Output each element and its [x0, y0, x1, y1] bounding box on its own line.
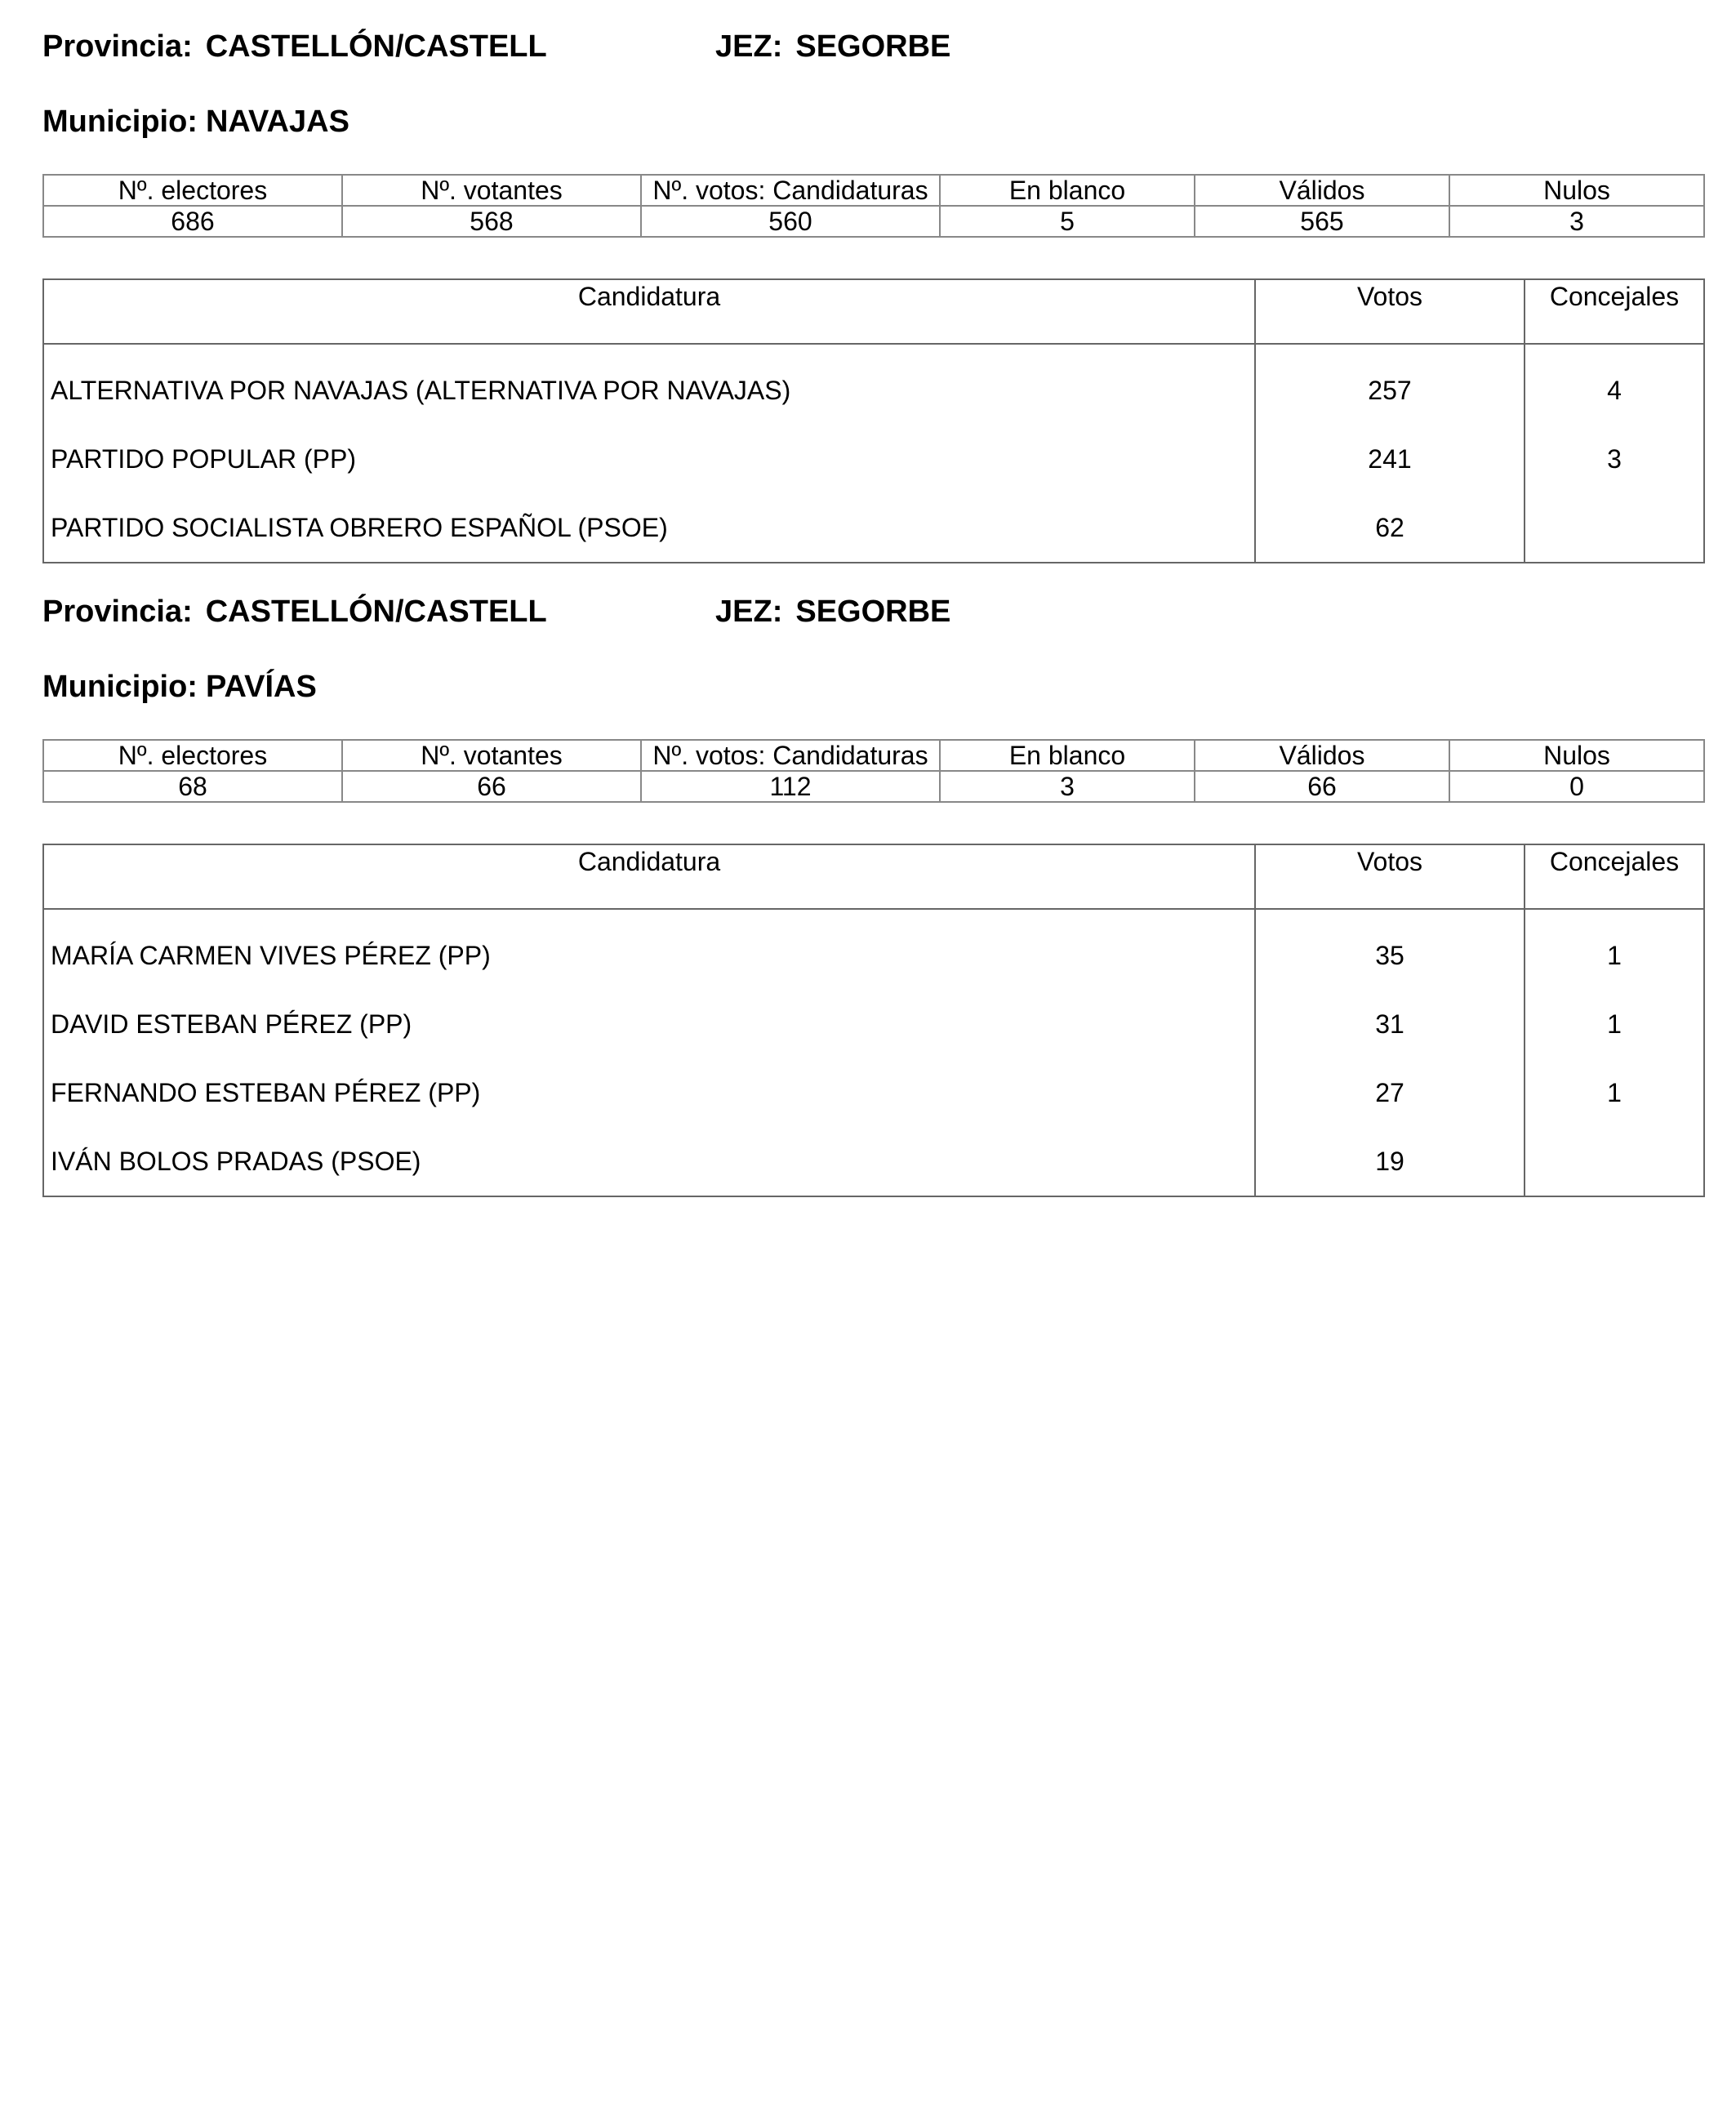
table-row: [43, 425, 1704, 493]
summary-value-row: [43, 771, 1704, 802]
table-row: [43, 1058, 1704, 1127]
concejales-cell: 4: [1525, 344, 1704, 425]
table-row: [43, 344, 1704, 425]
candidatura-cell: PARTIDO SOCIALISTA OBRERO ESPAÑOL (PSOE): [43, 493, 1255, 563]
table-row: [43, 990, 1704, 1058]
municipio-label: Municipio:: [42, 105, 198, 139]
table-row: [43, 909, 1704, 990]
summary-table: [42, 739, 1705, 803]
results-header-candidatura: Candidatura: [43, 844, 1255, 909]
table-row: [43, 1127, 1704, 1196]
summary-value: 112: [641, 771, 940, 802]
summary-header: Nº. votos: Candidaturas: [641, 175, 940, 206]
votos-cell: 31: [1255, 990, 1525, 1058]
votos-cell: 257: [1255, 344, 1525, 425]
jez-heading: [715, 28, 950, 65]
jez-label: JEZ:: [715, 595, 783, 629]
municipio-value: PAVÍAS: [205, 670, 317, 704]
summary-value: 66: [1195, 771, 1449, 802]
votos-cell: 241: [1255, 425, 1525, 493]
summary-header: Válidos: [1195, 740, 1449, 771]
summary-table: [42, 174, 1705, 238]
votos-cell: 27: [1255, 1058, 1525, 1127]
summary-header-row: [43, 175, 1704, 206]
candidatura-cell: MARÍA CARMEN VIVES PÉREZ (PP): [43, 909, 1255, 990]
municipio-heading: [42, 668, 317, 706]
jez-value: SEGORBE: [795, 595, 951, 629]
results-header-concejales: Concejales: [1525, 279, 1704, 344]
summary-value: 0: [1449, 771, 1704, 802]
summary-value: 560: [641, 206, 940, 237]
municipio-heading: [42, 103, 349, 140]
summary-header: Nº. electores: [43, 175, 342, 206]
summary-value-row: [43, 206, 1704, 237]
provincia-value: CASTELLÓN/CASTELL: [205, 29, 547, 64]
results-table: [42, 844, 1705, 1197]
provincia-label: Provincia:: [42, 595, 193, 629]
votos-cell: 62: [1255, 493, 1525, 563]
municipio-value: NAVAJAS: [205, 105, 349, 139]
jez-value: SEGORBE: [795, 29, 951, 64]
summary-value: 568: [342, 206, 641, 237]
results-header-concejales: Concejales: [1525, 844, 1704, 909]
concejales-cell: 3: [1525, 425, 1704, 493]
provincia-value: CASTELLÓN/CASTELL: [205, 595, 547, 629]
summary-value: 686: [43, 206, 342, 237]
summary-value: 5: [940, 206, 1195, 237]
jez-label: JEZ:: [715, 29, 783, 64]
votos-cell: 19: [1255, 1127, 1525, 1196]
results-header-votos: Votos: [1255, 844, 1525, 909]
summary-value: 3: [940, 771, 1195, 802]
candidatura-cell: PARTIDO POPULAR (PP): [43, 425, 1255, 493]
concejales-cell: [1525, 1127, 1704, 1196]
concejales-cell: [1525, 493, 1704, 563]
summary-header: Nº. votantes: [342, 740, 641, 771]
concejales-cell: 1: [1525, 1058, 1704, 1127]
summary-value: 68: [43, 771, 342, 802]
summary-header: Nulos: [1449, 175, 1704, 206]
results-header-votos: Votos: [1255, 279, 1525, 344]
summary-header: En blanco: [940, 740, 1195, 771]
summary-header: Nº. votos: Candidaturas: [641, 740, 940, 771]
provincia-heading: [42, 593, 565, 630]
candidatura-cell: ALTERNATIVA POR NAVAJAS (ALTERNATIVA POR NAVAJAS): [43, 344, 1255, 425]
summary-header: Nº. electores: [43, 740, 342, 771]
summary-value: 565: [1195, 206, 1449, 237]
candidatura-cell: IVÁN BOLOS PRADAS (PSOE): [43, 1127, 1255, 1196]
jez-heading: [715, 593, 950, 630]
results-header-row: [43, 844, 1704, 909]
summary-header: Válidos: [1195, 175, 1449, 206]
summary-header: En blanco: [940, 175, 1195, 206]
municipio-label: Municipio:: [42, 670, 198, 704]
results-table: [42, 278, 1705, 563]
concejales-cell: 1: [1525, 990, 1704, 1058]
table-row: [43, 493, 1704, 563]
votos-cell: 35: [1255, 909, 1525, 990]
results-header-candidatura: Candidatura: [43, 279, 1255, 344]
summary-value: 66: [342, 771, 641, 802]
concejales-cell: 1: [1525, 909, 1704, 990]
provincia-label: Provincia:: [42, 29, 193, 64]
summary-header: Nulos: [1449, 740, 1704, 771]
summary-value: 3: [1449, 206, 1704, 237]
summary-header-row: [43, 740, 1704, 771]
candidatura-cell: DAVID ESTEBAN PÉREZ (PP): [43, 990, 1255, 1058]
summary-header: Nº. votantes: [342, 175, 641, 206]
results-header-row: [43, 279, 1704, 344]
candidatura-cell: FERNANDO ESTEBAN PÉREZ (PP): [43, 1058, 1255, 1127]
provincia-heading: [42, 28, 565, 65]
